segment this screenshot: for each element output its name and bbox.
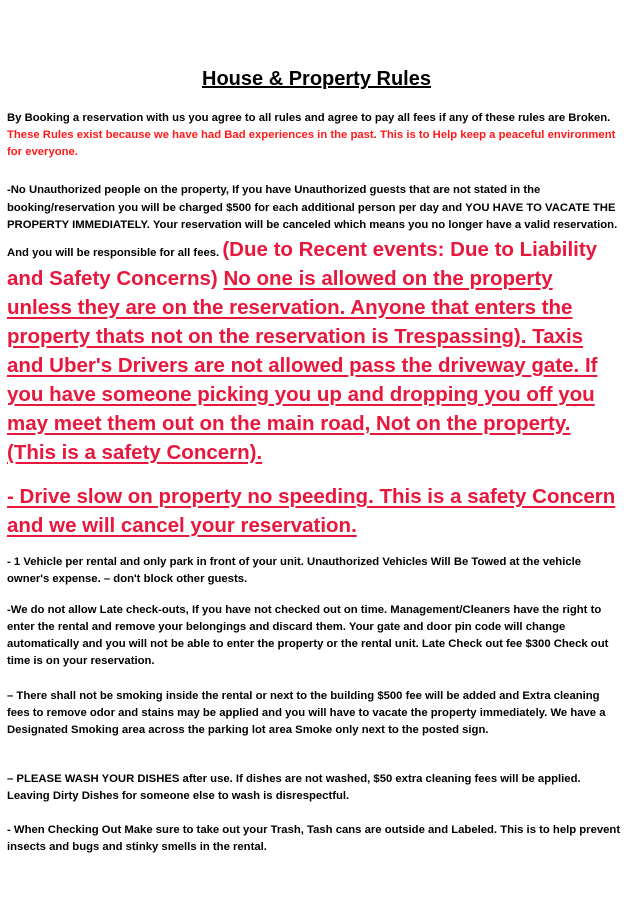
page-title: House & Property Rules xyxy=(202,68,431,90)
unauthorized-text: -No Unauthorized people on the property, If you have Unauthorized guests that are not stated in the booking/reservation you will be charged $500 for each additional person per day and YOU HAVE TO VACATE THE PROPERTY IMMEDIATELY. Your reservation will be canceled which means you no longer have a valid reservation. And you will be responsible for all fees. xyxy=(7,184,618,259)
liability-heading: (Due to Recent events: Due to Liability and Safety Concerns) xyxy=(7,237,598,290)
late-checkout-rule: -We do not allow Late check-outs, If you have not checked out on time. Management/Cleaners have the right to enter the rental and remove your belongings and discard them. Your gate and door pin code will change automatically and you will not be able to enter the property or the rental unit. Late Check out fee $300 Check out time is on your reservation. xyxy=(7,604,609,667)
trash-rule: - When Checking Out Make sure to take out your Trash, Tash cans are outside and Labeled. This is to help prevent insects and bugs and stinky smells in the rental. xyxy=(7,824,621,853)
drive-slow-warning: - Drive slow on property no speeding. This is a safety Concern and we will cancel your reservation. xyxy=(7,485,616,537)
vehicle-rule: - 1 Vehicle per rental and only park in front of your unit. Unauthorized Vehicles Will Be Towed at the vehicle owner's expense. – don't block other guests. xyxy=(7,556,582,585)
intro-paragraph xyxy=(7,110,623,161)
drive-slow-paragraph xyxy=(7,482,627,540)
dishes-rule: – PLEASE WASH YOUR DISHES after use. If dishes are not washed, $50 extra cleaning fees will be applied. Leaving Dirty Dishes for someone else to wash is disrespectful. xyxy=(7,773,581,802)
unauthorized-paragraph xyxy=(7,182,623,467)
smoking-rule: – There shall not be smoking inside the rental or next to the building $500 fee will be added and Extra cleaning fees to remove odor and stains may be applied and you will have to vacate the property immediately. We have a Designated Smoking area across the parking lot area Smoke only next to the posted sign. xyxy=(7,690,606,736)
trespassing-warning: No one is allowed on the property unless they are on the reservation. Anyone that enters the property thats not on the reservation is Trespassing). Taxis and Uber's Drivers are not allowed pass the driveway gate. If you have someone picking you up and dropping you off you may meet them out on the main road, Not on the property. (This is a safety Concern). xyxy=(7,266,598,464)
intro-text: By Booking a reservation with us you agree to all rules and agree to pay all fees if any of these rules are Broken. xyxy=(7,112,611,124)
intro-warning-text: These Rules exist because we have had Bad experiences in the past. This is to Help keep a peaceful environment for everyone. xyxy=(7,129,616,158)
